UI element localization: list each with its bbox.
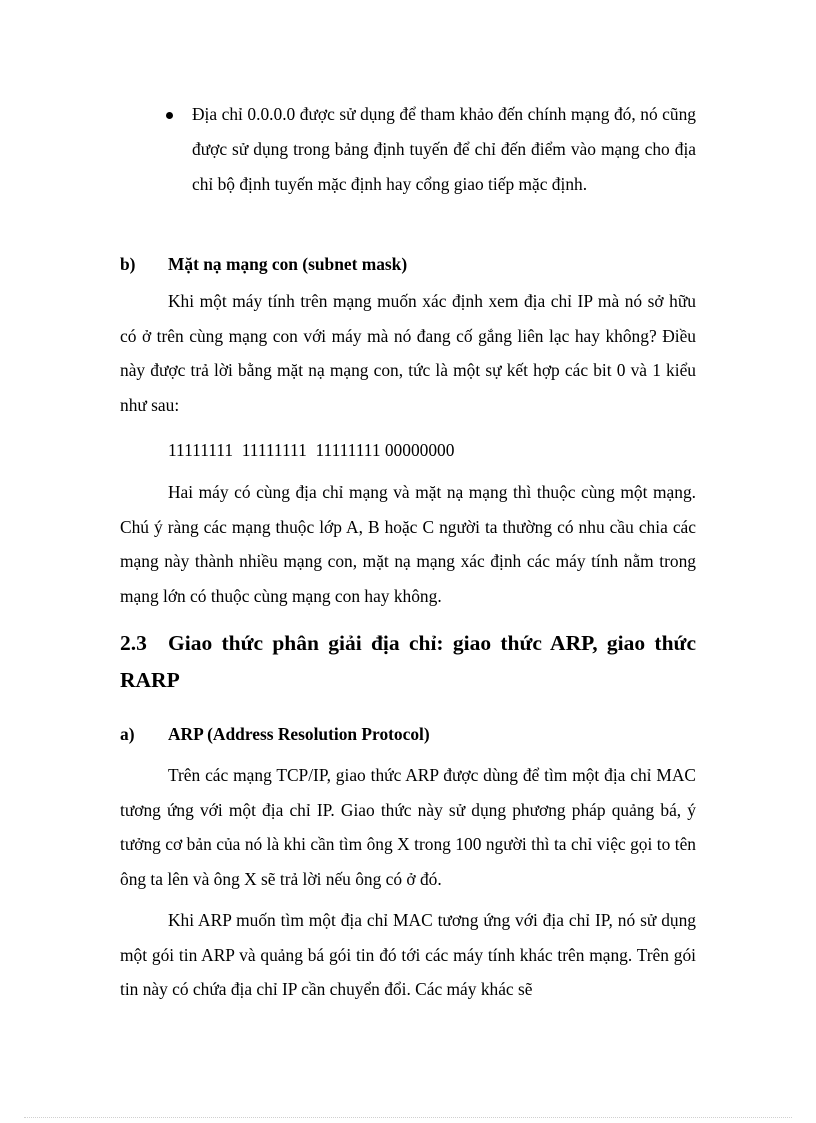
subsection-label: a) bbox=[120, 724, 135, 744]
subsection-title: Mặt nạ mạng con (subnet mask) bbox=[168, 254, 408, 274]
body-paragraph-arp-detail: Khi ARP muốn tìm một địa chỉ MAC tương ứng với địa chỉ IP, nó sử dụng một gói tin ARP và quảng bá gói tin đó tới các máy tính khác trên mạng. Trên gói tin này có chứa địa chỉ IP cần chuyển đổi. Các máy khác sẽ bbox=[120, 910, 696, 1000]
section-heading-2-3 bbox=[120, 625, 696, 699]
page-bottom-rule bbox=[24, 1117, 792, 1118]
body-paragraph-subnet-intro: Khi một máy tính trên mạng muốn xác định xem địa chỉ IP mà nó sở hữu có ở trên cùng mạng con với máy mà nó đang cố gắng liên lạc hay không? Điều này được trả lời bằng mặt nạ mạng con, tức là một sự kết hợp các bit 0 và 1 kiểu như sau: bbox=[120, 291, 696, 415]
subsection-label: b) bbox=[120, 254, 136, 274]
section-number: 2.3 bbox=[120, 631, 147, 655]
bullet-icon bbox=[166, 112, 173, 119]
bullet-paragraph: Địa chỉ 0.0.0.0 được sử dụng để tham khảo đến chính mạng đó, nó cũng được sử dụng trong bảng định tuyến để chỉ đến điểm vào mạng cho địa chỉ bộ định tuyến mặc định hay cổng giao tiếp mặc định. bbox=[192, 104, 696, 194]
section-title: Giao thức phân giải địa chỉ: giao thức ARP, giao thức RARP bbox=[120, 631, 696, 692]
subsection-title: ARP (Address Resolution Protocol) bbox=[168, 724, 430, 744]
subnet-mask-example: 11111111 11111111 11111111 00000000 bbox=[168, 440, 455, 460]
body-paragraph-arp-intro: Trên các mạng TCP/IP, giao thức ARP được dùng để tìm một địa chỉ MAC tương ứng với một địa chỉ IP. Giao thức này sử dụng phương pháp quảng bá, ý tưởng cơ bản của nó là khi cần tìm ông X trong 100 người thì ta chỉ việc gọi to tên ông ta lên và ông X sẽ trả lời nếu ông có ở đó. bbox=[120, 765, 696, 889]
body-paragraph-subnet-explain: Hai máy có cùng địa chỉ mạng và mặt nạ mạng thì thuộc cùng một mạng. Chú ý ràng các mạng thuộc lớp A, B hoặc C người ta thường có nhu cầu chia các mạng này thành nhiều mạng con, mặt nạ mạng xác định các máy tính nằm trong mạng lớn có thuộc cùng mạng con hay không. bbox=[120, 482, 696, 606]
